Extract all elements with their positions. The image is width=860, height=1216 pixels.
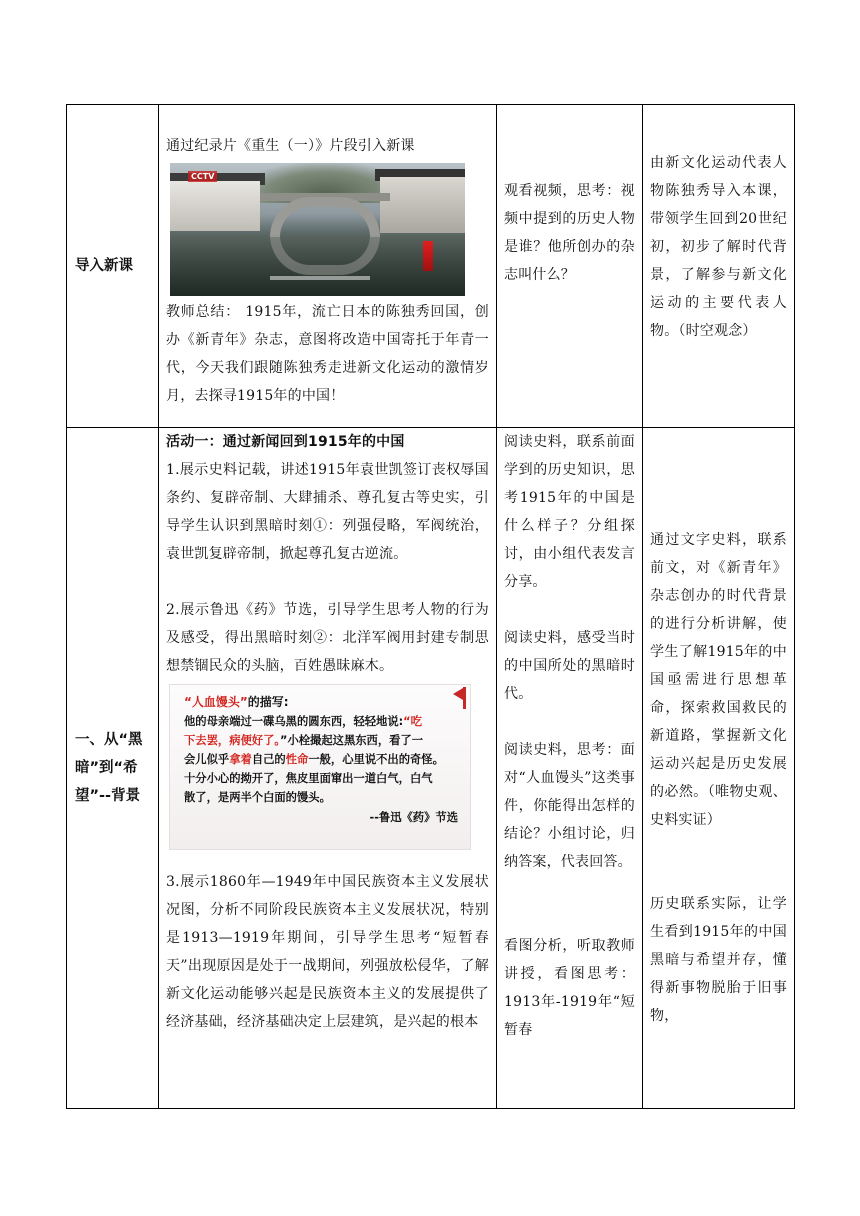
- quote-highlight: 下去罢，病便好了。: [184, 734, 281, 747]
- student-task-3: 阅读史料，思考：面对“人血馒头”这类事件，你能得出怎样的结论？小组讨论，归纳答案，代表回答。: [504, 742, 635, 870]
- stage-label: 导入新课: [75, 258, 133, 274]
- teacher-step-1: 1.展示史料记载，讲述1915年袁世凯签订丧权辱国条约、复辟帝制、大肆捕杀、尊孔复古等史实，引导学生认识到黑暗时刻①：列强侵略，军阀统治，袁世凯复辟帝制，掀起尊孔复古逆流。: [166, 462, 489, 562]
- flag-icon: [453, 688, 463, 700]
- red-seal-icon: [423, 241, 433, 271]
- quote-line: 他的母亲端过一碟乌黑的圆东西，轻轻地说:: [184, 715, 404, 728]
- student-activity-cell: [497, 428, 643, 1109]
- quote-title: 的描写:: [247, 695, 289, 709]
- quote-line: 散了，是两半个白面的馒头。: [184, 791, 331, 804]
- activity-title: 活动一：通过新闻回到1915年的中国: [166, 434, 405, 450]
- quote-source: --鲁迅《药》节选: [369, 811, 458, 824]
- quote-line: 一般，心里说不出的奇怪。: [308, 753, 444, 766]
- stone-bridge-graphic: [270, 197, 380, 237]
- excerpt-image: [169, 684, 471, 850]
- student-activity-cell: [497, 105, 643, 428]
- intro-text: 通过纪录片《重生（一）》片段引入新课: [166, 138, 415, 154]
- quote-line: 十分小心的拗开了，焦皮里面窜出一道白气，白气: [184, 772, 433, 785]
- student-task-1: 阅读史料，联系前面学到的历史知识，思考1915年的中国是什么样子？分组探讨，由小组代表发言分享。: [504, 434, 635, 590]
- student-task: 观看视频，思考：视频中提到的历史人物是谁？他所创办的杂志叫什么？: [504, 183, 635, 283]
- teacher-activity-cell: [159, 428, 497, 1109]
- subtitle-bar: [270, 276, 370, 280]
- quote-highlight: “吃: [403, 715, 422, 728]
- documentary-still-image: [170, 163, 465, 296]
- student-task-2: 阅读史料，感受当时的中国所处的黑暗时代。: [504, 630, 635, 702]
- teacher-activity-cell: [159, 105, 497, 428]
- student-task-4: 看图分析，听取教师讲授，看图思考：1913年-1919年“短暂春: [504, 938, 635, 1038]
- design-intent-cell: [643, 428, 795, 1109]
- teacher-step-3: 3.展示1860年—1949年中国民族资本主义发展状况图，分析不同阶段民族资本主义发展状况，特别是1913—1919年期间，引导学生思考“短暂春天”出现原因是处于一战期间，列强放松侵华，了解新文化运动能够兴起是民族资本主义的发展提供了经济基础，经济基础决定上层建筑，是兴起的根本: [166, 874, 489, 1030]
- stage-cell: [67, 428, 159, 1109]
- teacher-step-2: 2.展示鲁迅《药》节选，引导学生思考人物的行为及感受，得出黑暗时刻②：北洋军阀用封建专制思想禁锢民众的头脑，百姓愚昧麻木。: [166, 602, 489, 674]
- design-intent: 由新文化运动代表人物陈独秀导入本课，带领学生回到20世纪初，初步了解时代背景，了解参与新文化运动的主要代表人物。（时空观念）: [650, 155, 787, 339]
- design-intent-1: 通过文字史料，联系前文，对《新青年》杂志创办的时代背景的进行分析讲解，使学生了解1915年的中国亟需进行思想革命，探索救国救民的新道路，掌握新文化运动兴起是历史发展的必然。（唯物史观、史料实证）: [650, 532, 787, 828]
- design-intent-cell: [643, 105, 795, 428]
- stage-label: 一、从“黑暗”到“希望”--背景: [75, 732, 143, 804]
- lesson-plan-table: [66, 104, 795, 1109]
- quote-line: 会儿似乎: [184, 753, 230, 766]
- quote-title-highlight: “人血馒头”: [184, 695, 248, 709]
- design-intent-2: 历史联系实际，让学生看到1915年的中国黑暗与希望并存，懂得新事物脱胎于旧事物，: [650, 896, 787, 1024]
- table-row: [67, 428, 795, 1109]
- tv-channel-logo: CCTV: [188, 171, 217, 182]
- quote-line: 自己的: [251, 753, 286, 766]
- quote-highlight: 拿着: [229, 753, 252, 766]
- quote-line: ”小栓撮起这黑东西，看了一: [280, 734, 424, 747]
- table-row: [67, 105, 795, 428]
- stage-cell: [67, 105, 159, 428]
- teacher-summary: 教师总结： 1915年，流亡日本的陈独秀回国，创办《新青年》杂志，意图将改造中国寄托于年青一代，今天我们跟随陈独秀走进新文化运动的激情岁月，去探寻1915年的中国！: [166, 304, 489, 404]
- quote-highlight: 性命: [285, 753, 309, 766]
